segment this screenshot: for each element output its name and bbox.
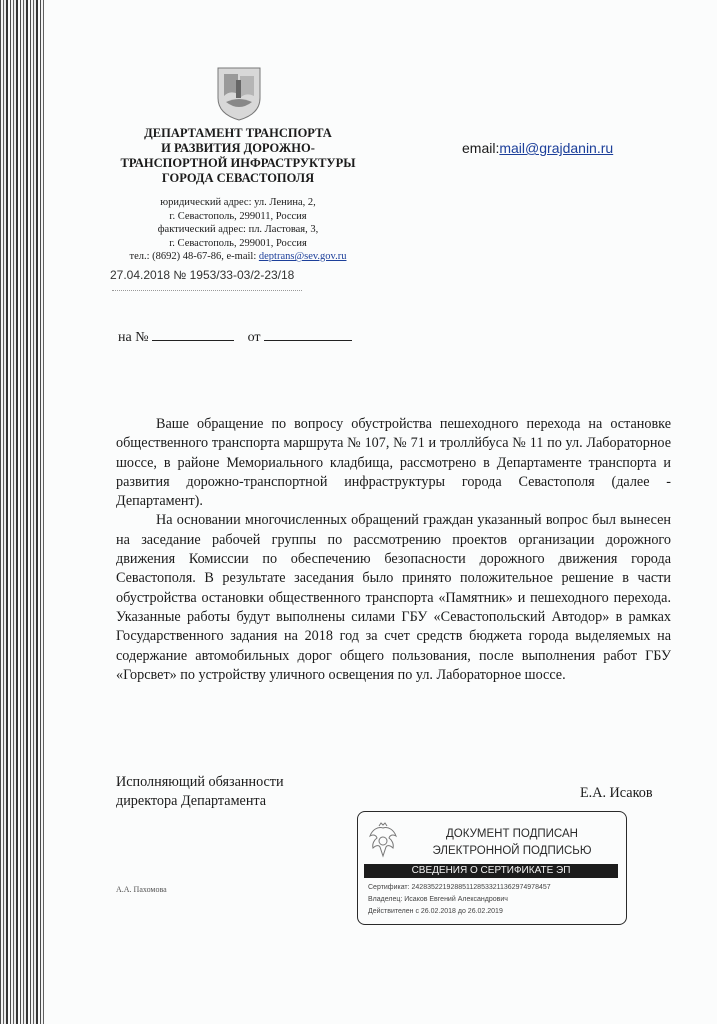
ref-number-blank [152,328,234,341]
stamp-heading-line-1: ДОКУМЕНТ ПОДПИСАН [446,828,578,840]
scan-edge-artifact [0,0,44,1024]
ref-date-blank [264,328,352,341]
signatory-name: Е.А. Исаков [580,785,653,801]
certificate-details [368,882,551,918]
department-address [100,196,376,264]
department-email-link[interactable]: deptrans@sev.gov.ru [258,251,347,262]
executor-name: А.А. Пахомова [116,885,167,894]
registration-underline [112,290,302,294]
recipient-email-label: email: [462,140,500,156]
russian-coat-of-arms-icon [366,822,400,862]
legal-address-line-2: г. Севастополь, 299011, Россия [169,210,307,222]
registration-number: 27.04.2018 № 1953/33-03/2-23/18 [110,268,295,282]
dept-line-2: И РАЗВИТИЯ ДОРОЖНО- [161,141,315,155]
ref-date-label: от [247,330,261,345]
contact-line [100,250,376,264]
department-name [100,126,376,186]
phone-text: тел.: (8692) 48-67-86, e-mail: [129,251,259,262]
legal-address-line-1: юридический адрес: ул. Ленина, 2, [160,197,316,208]
certificate-number: Сертификат: 242835221928851128533211362974978457 [368,884,551,891]
stamp-heading-line-2: ЭЛЕКТРОННОЙ ПОДПИСЬЮ [432,845,592,857]
reference-line [118,328,352,346]
recipient-email [462,140,613,156]
signatory-title-line-2: директора Департамента [116,793,267,809]
body-paragraph-2: На основании многочисленных обращений граждан указанный вопрос был вынесен на заседание рабочей группы по рассмотрению проектов организации дорожного движения Комиссии по обеспечению безопасности дорожного движения города Севастополя. В результате заседания было принято положительное решение в части обустройства остановки общественного транспорта «Памятник» и пешеходного перехода. Указанные работы будут выполнены силами ГБУ «Севастопольский Автодор» в рамках Государственного задания на 2018 год за счет средств бюджета города выделяемых на содержание автомобильных дорог общего пользования, после выполнения работ ГБУ «Горсвет» по устройству уличного освещения по ул. Лабораторное шоссе. [116,512,671,683]
sevastopol-emblem-icon [216,66,262,122]
electronic-signature-stamp [357,811,627,925]
certificate-validity: Действителен с 26.02.2018 до 26.02.2019 [368,908,503,915]
signatory-title [116,773,284,811]
actual-address-line-2: г. Севастополь, 299001, Россия [169,237,307,249]
recipient-email-link[interactable]: mail@grajdanin.ru [499,140,614,156]
dept-line-1: ДЕПАРТАМЕНТ ТРАНСПОРТА [144,126,332,140]
dept-line-4: ГОРОДА СЕВАСТОПОЛЯ [161,171,315,185]
ref-number-label: на № [118,330,149,345]
certificate-info-bar: СВЕДЕНИЯ О СЕРТИФИКАТЕ ЭП [364,864,618,878]
letter-body [116,415,671,685]
body-paragraph-1: Ваше обращение по вопросу обустройства пешеходного перехода на остановке общественного транспорта маршрута № 107, № 71 и троллйбуса № 11 по ул. Лабораторное шоссе, в районе Мемориального кладбища, рассмотрено в Департаменте транспорта и развития дорожно-транспортной инфраструктуры города Севастополя (далее - Департамент). [116,416,671,510]
stamp-heading [402,826,622,860]
dept-line-3: ТРАНСПОРТНОЙ ИНФРАСТРУКТУРЫ [120,156,356,170]
actual-address-line-1: фактический адрес: пл. Ластовая, 3, [157,224,319,235]
certificate-owner: Владелец: Исаков Евгений Александрович [368,896,508,903]
signatory-title-line-1: Исполняющий обязанности [116,774,284,790]
